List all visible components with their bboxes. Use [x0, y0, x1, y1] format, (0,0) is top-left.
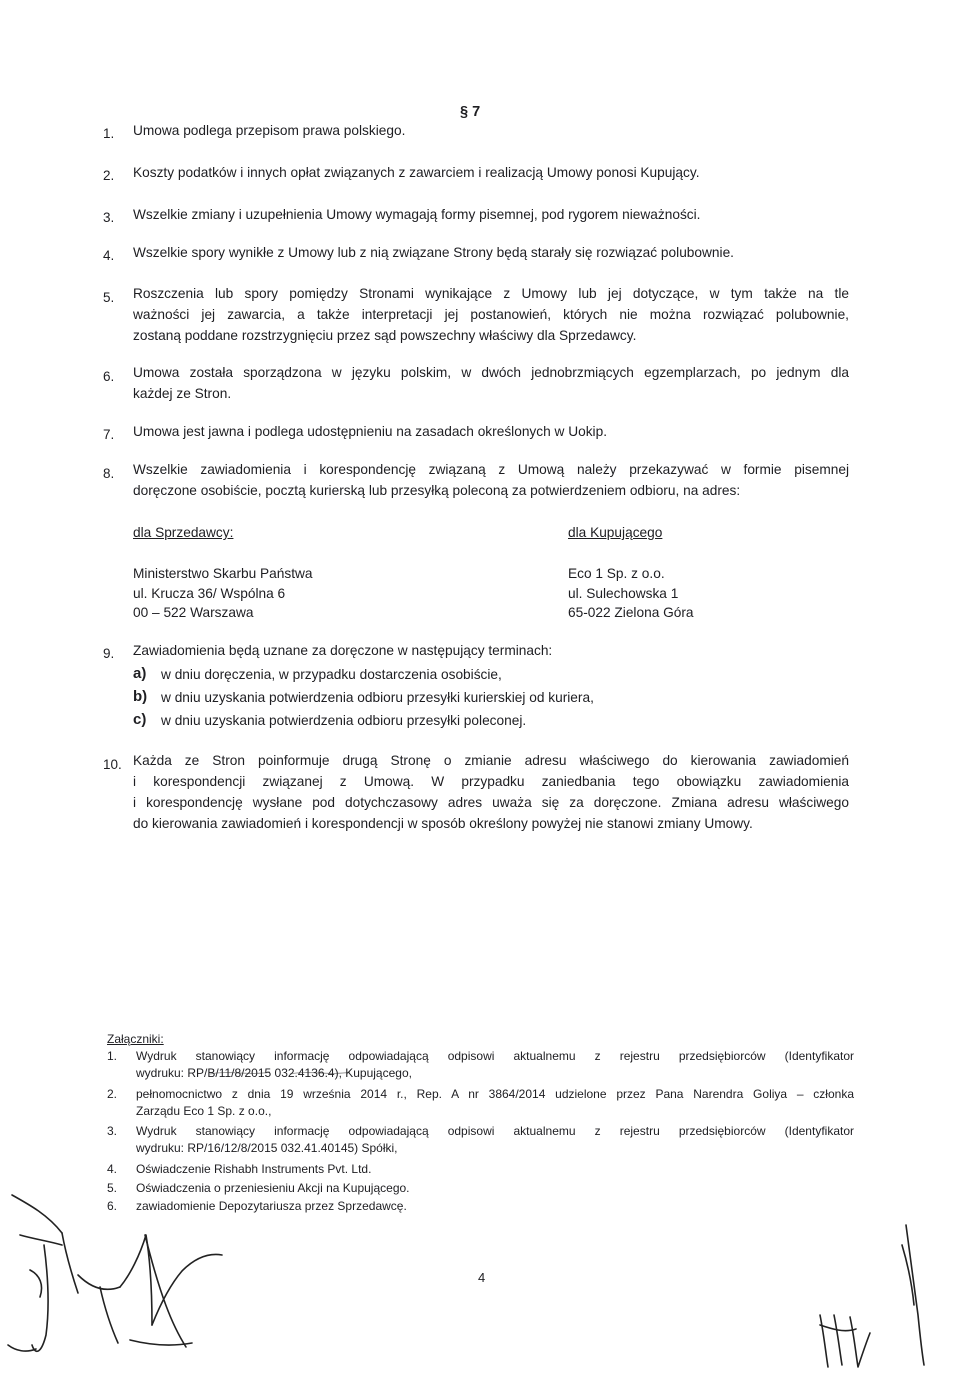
attachment-4-number: 4.	[107, 1162, 118, 1176]
attachment-6-text: zawiadomienie Depozytariusza przez Sprzedawcę.	[136, 1199, 407, 1213]
attachment-1-line-1: Wydruk stanowiący informację odpowiadającą odpisowi aktualnemu z rejestru przedsiębiorców (Identyfikator	[136, 1049, 854, 1063]
seller-line-3: 00 – 522 Warszawa	[133, 605, 254, 620]
item-9a-label: a)	[133, 665, 147, 682]
item-1-number: 1.	[103, 126, 115, 141]
item-8-line-1: Wszelkie zawiadomienia i korespondencję związaną z Umową należy przekazywać w formie pisemnej	[133, 462, 849, 477]
item-6-number: 6.	[103, 369, 115, 384]
item-9-intro: Zawiadomienia będą uznane za doręczone w następujący terminach:	[133, 643, 553, 658]
attachment-2-line-2: Zarządu Eco 1 Sp. z o.o.,	[136, 1104, 272, 1118]
item-6-line-1: Umowa została sporządzona w języku polskim, w dwóch jednobrzmiących egzemplarzach, po jednym dla	[133, 365, 849, 380]
item-4-text: Wszelkie spory wynikłe z Umowy lub z nią związane Strony będą starały się rozwiązać polubownie.	[133, 245, 734, 260]
attachment-1-line-2: wydruku: RP/B/11/8/2015 032.4136.4), Kupującego,	[136, 1066, 412, 1080]
section-heading: § 7	[460, 104, 481, 120]
item-3-number: 3.	[103, 210, 115, 225]
signature-right	[810, 1205, 940, 1375]
seller-line-1: Ministerstwo Skarbu Państwa	[133, 566, 313, 581]
item-7-number: 7.	[103, 427, 115, 442]
attachment-2-number: 2.	[107, 1087, 118, 1101]
item-2-number: 2.	[103, 168, 115, 183]
item-9a-text: w dniu doręczenia, w przypadku dostarczenia osobiście,	[161, 667, 502, 682]
item-5-line-1: Roszczenia lub spory pomiędzy Stronami wynikające z Umowy lub jej dotyczące, w tym także na tle	[133, 286, 849, 301]
attachment-4-text: Oświadczenie Rishabh Instruments Pvt. Ltd.	[136, 1162, 372, 1176]
attachment-3-line-2: wydruku: RP/16/12/8/2015 032.41.40145) Spółki,	[136, 1141, 398, 1155]
item-9-number: 9.	[103, 646, 115, 661]
attachment-5-number: 5.	[107, 1181, 118, 1195]
item-1-text: Umowa podlega przepisom prawa polskiego.	[133, 123, 406, 138]
item-10-line-2: i korespondencji związanej z Umową. W przypadku zaniedbania tego obowiązku zawiadomienia	[133, 774, 849, 789]
attachments-heading: Załączniki:	[107, 1032, 164, 1046]
item-10-line-3: i korespondencję wysłane pod dotychczasowy adres uważa się za doręczone. Zmiana adresu właściwego	[133, 795, 849, 810]
seller-line-2: ul. Krucza 36/ Wspólna 6	[133, 586, 286, 601]
item-10-line-1: Każda ze Stron poinformuje drugą Stronę o zmianie adresu właściwego do kierowania zawiadomień	[133, 753, 849, 768]
attachment-3-number: 3.	[107, 1124, 118, 1138]
item-5-line-2: ważności jej zawarcia, a także interpretacji jej postanowień, których nie można rozwiązać polubownie,	[133, 307, 849, 322]
item-10-number: 10.	[103, 757, 122, 772]
buyer-line-2: ul. Sulechowska 1	[568, 586, 679, 601]
signature-left	[0, 1175, 240, 1380]
seller-heading: dla Sprzedawcy:	[133, 525, 234, 540]
item-9b-text: w dniu uzyskania potwierdzenia odbioru przesyłki kurierskiej od kuriera,	[161, 690, 594, 705]
item-10-line-4: do kierowania zawiadomień i korespondencji w sposób określony powyżej nie stanowi zmiany Umowy.	[133, 816, 753, 831]
item-4-number: 4.	[103, 248, 115, 263]
attachment-3-line-1: Wydruk stanowiący informację odpowiadającą odpisowi aktualnemu z rejestru przedsiębiorców (Identyfikator	[136, 1124, 854, 1138]
item-7-text: Umowa jest jawna i podlega udostępnieniu na zasadach określonych w Uokip.	[133, 424, 608, 439]
page-number: 4	[478, 1270, 486, 1285]
attachment-2-line-1: pełnomocnictwo z dnia 19 września 2014 r., Rep. A nr 3864/2014 udzielone przez Pana Narendra Goliya – członka	[136, 1087, 854, 1101]
item-2-text: Koszty podatków i innych opłat związanych z zawarciem i realizacją Umowy ponosi Kupujący.	[133, 165, 700, 180]
handwritten-id-marks	[210, 1060, 360, 1080]
item-9c-text: w dniu uzyskania potwierdzenia odbioru przesyłki poleconej.	[161, 713, 527, 728]
attachment-6-number: 6.	[107, 1199, 118, 1213]
item-9c-label: c)	[133, 711, 147, 728]
item-5-number: 5.	[103, 290, 115, 305]
buyer-line-1: Eco 1 Sp. z o.o.	[568, 566, 665, 581]
attachment-5-text: Oświadczenia o przeniesieniu Akcji na Kupującego.	[136, 1181, 410, 1195]
item-8-number: 8.	[103, 466, 115, 481]
attachment-1-number: 1.	[107, 1049, 118, 1063]
item-5-line-3: zostaną poddane rozstrzygnięciu przez sąd powszechny właściwy dla Sprzedawcy.	[133, 328, 637, 343]
buyer-heading: dla Kupującego	[568, 525, 663, 540]
buyer-line-3: 65-022 Zielona Góra	[568, 605, 694, 620]
item-6-line-2: każdej ze Stron.	[133, 386, 232, 401]
item-3-text: Wszelkie zmiany i uzupełnienia Umowy wymagają formy pisemnej, pod rygorem nieważności.	[133, 207, 701, 222]
item-8-line-2: doręczone osobiście, pocztą kurierską lub przesyłką poleconą za potwierdzeniem odbioru, na adres:	[133, 483, 741, 498]
item-9b-label: b)	[133, 688, 148, 705]
